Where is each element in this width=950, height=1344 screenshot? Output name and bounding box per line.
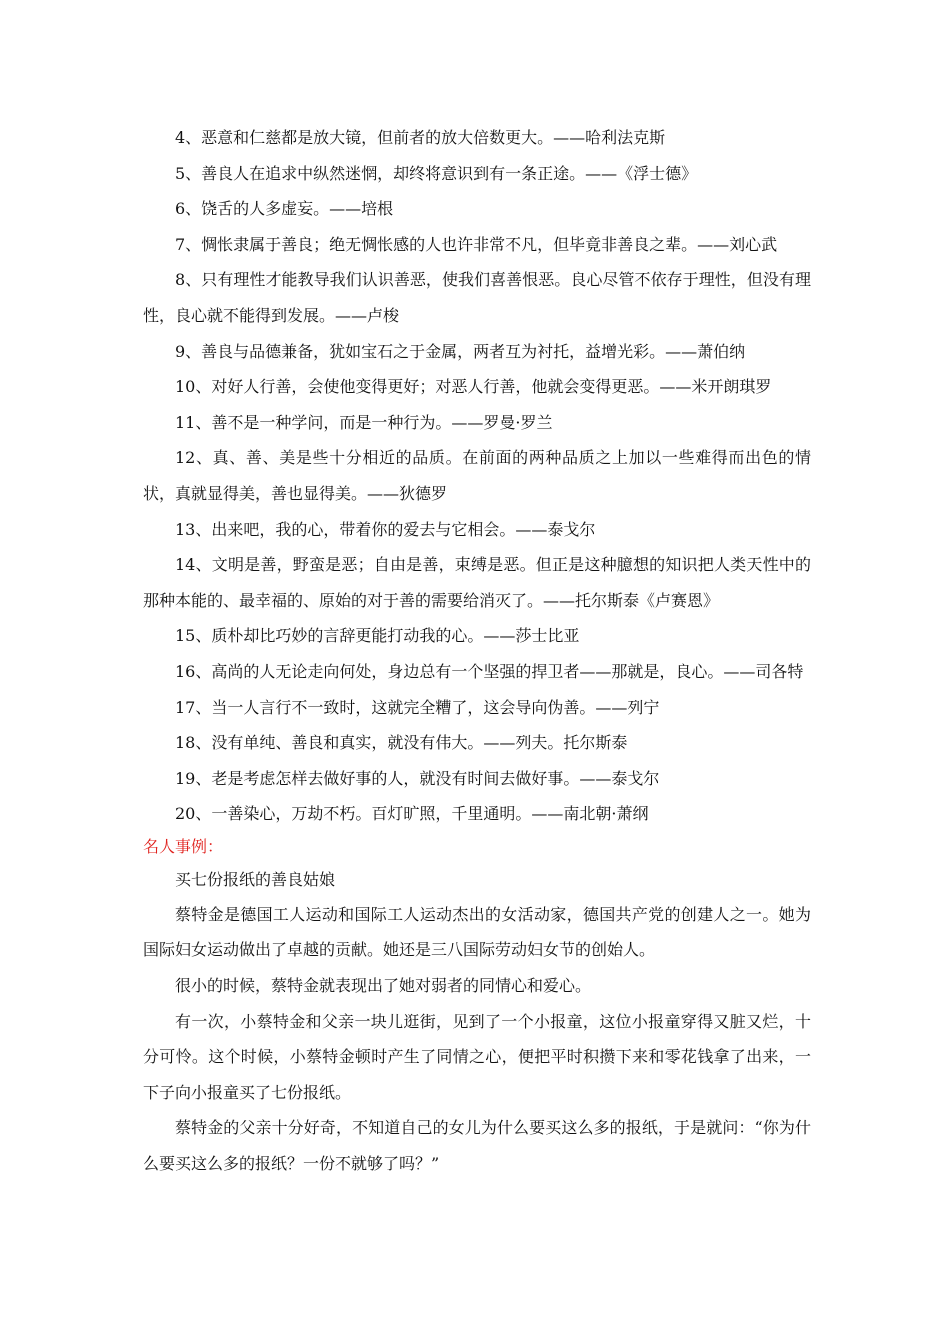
quote-item: 14、文明是善，野蛮是恶；自由是善，束缚是恶。但正是这种臆想的知识把人类天性中的那种本能的、最幸福的、原始的对于善的需要给消灭了。——托尔斯泰《卢赛恩》 — [143, 555, 811, 610]
story-title: 买七份报纸的善良姑娘 — [175, 869, 336, 889]
quote-item: 10、对好人行善，会使他变得更好；对恶人行善，他就会变得更恶。——米开朗琪罗 — [175, 377, 772, 397]
quote-item: 18、没有单纯、善良和真实，就没有伟大。——列夫。托尔斯泰 — [175, 733, 628, 753]
quote-item: 11、善不是一种学问，而是一种行为。——罗曼·罗兰 — [175, 412, 553, 432]
quote-item: 5、善良人在追求中纵然迷惘，却终将意识到有一条正途。——《浮士德》 — [175, 163, 698, 183]
story-paragraph: 蔡特金是德国工人运动和国际工人运动杰出的女活动家，德国共产党的创建人之一。她为国际妇女运动做出了卓越的贡献。她还是三八国际劳动妇女节的创始人。 — [143, 904, 811, 960]
story-paragraph: 有一次，小蔡特金和父亲一块儿逛街，见到了一个小报童，这位小报童穿得又脏又烂，十分可怜。这个时候，小蔡特金顿时产生了同情之心，便把平时积攒下来和零花钱拿了出来，一下子向小报童买了七份报纸。 — [143, 1011, 811, 1102]
section-heading: 名人事例： — [143, 836, 224, 856]
document-body — [143, 120, 811, 1182]
quote-item: 7、惆怅隶属于善良；绝无惆怅感的人也许非常不凡，但毕竟非善良之辈。——刘心武 — [175, 234, 778, 254]
quote-item: 8、只有理性才能教导我们认识善恶，使我们喜善恨恶。良心尽管不依存于理性，但没有理性，良心就不能得到发展。——卢梭 — [143, 270, 811, 325]
quote-item: 13、出来吧，我的心，带着你的爱去与它相会。——泰戈尔 — [175, 519, 596, 539]
quote-item: 16、高尚的人无论走向何处，身边总有一个坚强的捍卫者——那就是，良心。——司各特 — [175, 661, 804, 681]
quote-item: 19、老是考虑怎样去做好事的人，就没有时间去做好事。——泰戈尔 — [175, 768, 660, 788]
quote-item: 20、一善染心，万劫不朽。百灯旷照，千里通明。——南北朝·萧纲 — [175, 804, 649, 824]
quote-item: 12、真、善、美是些十分相近的品质。在前面的两种品质之上加以一些难得而出色的情状，真就显得美，善也显得美。——狄德罗 — [143, 448, 811, 503]
quote-item: 15、质朴却比巧妙的言辞更能打动我的心。——莎士比亚 — [175, 626, 580, 646]
quote-item: 17、当一人言行不一致时，这就完全糟了，这会导向伪善。——列宁 — [175, 697, 660, 717]
quote-item: 9、善良与品德兼备，犹如宝石之于金属，两者互为衬托，益增光彩。——萧伯纳 — [175, 341, 746, 361]
story-paragraph: 蔡特金的父亲十分好奇，不知道自己的女儿为什么要买这么多的报纸，于是就问：“你为什么要买这么多的报纸？一份不就够了吗？” — [143, 1118, 811, 1174]
quote-item: 6、饶舌的人多虚妄。——培根 — [175, 199, 394, 219]
story-paragraph: 很小的时候，蔡特金就表现出了她对弱者的同情心和爱心。 — [175, 976, 592, 996]
quote-item: 4、恶意和仁慈都是放大镜，但前者的放大倍数更大。——哈利法克斯 — [175, 128, 666, 147]
